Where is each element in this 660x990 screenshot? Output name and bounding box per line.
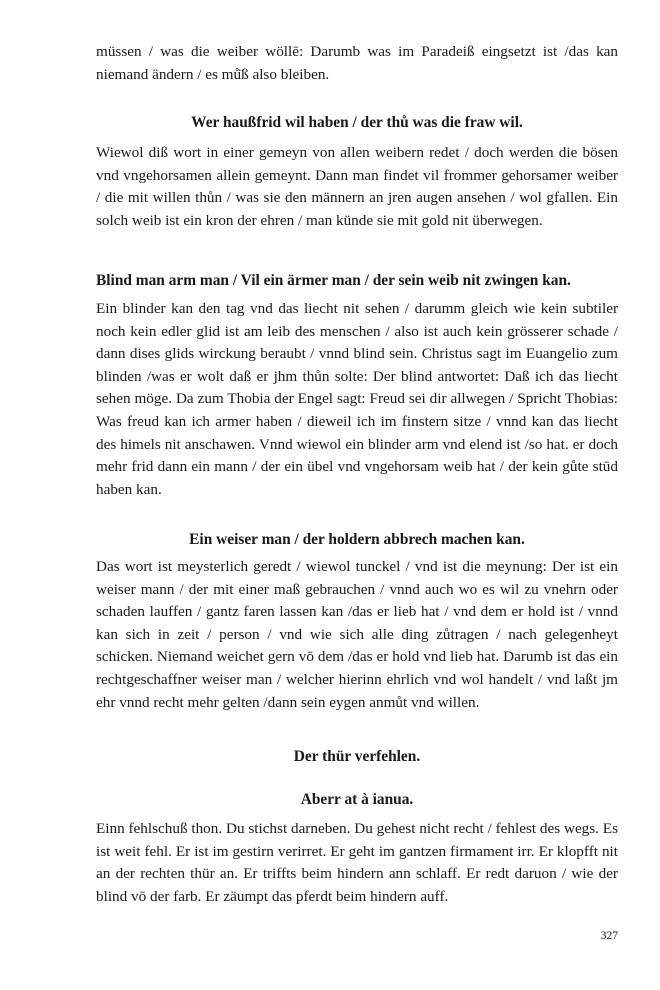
section-heading-thuer: Der thür verfehlen.: [293, 748, 421, 765]
section-body-blind-man: Ein blinder kan den tag vnd das liecht nit sehen / darumm gleich wie kein subtiler noch kein edler glid ist am leib des menschen / also ist auch kein grösserer schade / dann dises glids wirckung beraubt / vnnd blind sein. Christus sagt im Euangelio zum blinden /was er wolt daß er jhm thůn solte: Der blind antwortet: Daß ich das liecht sehen möge. Da zum Thobia der Engel sagt: Freud sei dir allwegen / Spricht Thobias: Was freud kan ich armer haben / dieweil ich im finstern sitze / vnnd kan das liecht des himels nit anschawen. Vnnd wiewol ein blinder arm vnd elend ist /so hat. er doch mehr frid dann ein mann / der ein übel vnd vngehorsam weib hat / der kein gůte stūd haben kan.: [96, 300, 618, 498]
section-body-thuer: Einn fehlschuß thon. Du stichst darneben. Du gehest nicht recht / fehlest des wegs. Es ist weit fehl. Er ist im gestirn verirret. Er geht im gantzen firmament irr. Er klopfft nit an der rechten thür an. Er triffts beim hindern ann schlaff. Er redt daruon / wie der blind vō der farb. Er zäumpt das pferdt beim hindern auff.: [96, 820, 618, 905]
section-heading-blind-man: Blind man arm man / Vil ein ärmer man / der sein weib nit zwingen kan.: [96, 272, 571, 289]
section-heading-weiser-man: Ein weiser man / der holdern abbrech machen kan.: [189, 531, 525, 548]
page-number: 327: [600, 930, 618, 942]
section-subheading-aberrat: Aberr at à ianua.: [300, 791, 414, 808]
section-body-weiser-man: Das wort ist meysterlich geredt / wiewol tunckel / vnd ist die meynung: Der ist ein weiser mann / der mit einer maß gebrauchen / vnnd auch wo es wil zu vnehrn oder schaden lauffen / gantz faren lassen kan /das er lieb hat / vnd dem er hold ist / vnnd kan sich in zeit / person / vnd wie sich alle ding zůtragen / nach gelegenheyt schicken. Niemand weichet gern vō dem /das er hold vnd lieb hat. Darumb ist das ein rechtgeschaffner weiser man / welcher hierinn ehrlich vnd wol handelt / vnd laßt jm ehr vnnd recht mehr gelten /dann sein eygen anmůt vnd willen.: [96, 558, 618, 711]
opening-paragraph: müssen / was die weiber wöllē: Darumb was im Paradeiß eingsetzt ist /das kan niemand ändern / es mů̈ß also bleiben.: [96, 43, 618, 83]
section-heading-haussfrid: Wer haußfrid wil haben / der thů was die fraw wil.: [191, 114, 523, 131]
section-body-haussfrid: Wiewol diß wort in einer gemeyn von allen weibern redet / doch werden die bösen vnd vngehorsamen allein gemeynt. Dann man findet vil frommer gehorsamer weiber / die mit willen thůn / was sie den männern an jren augen ansehen / wol gfallen. Ein solch weib ist ein kron der ehren / man künde sie mit gold nit überwegen.: [96, 144, 618, 229]
